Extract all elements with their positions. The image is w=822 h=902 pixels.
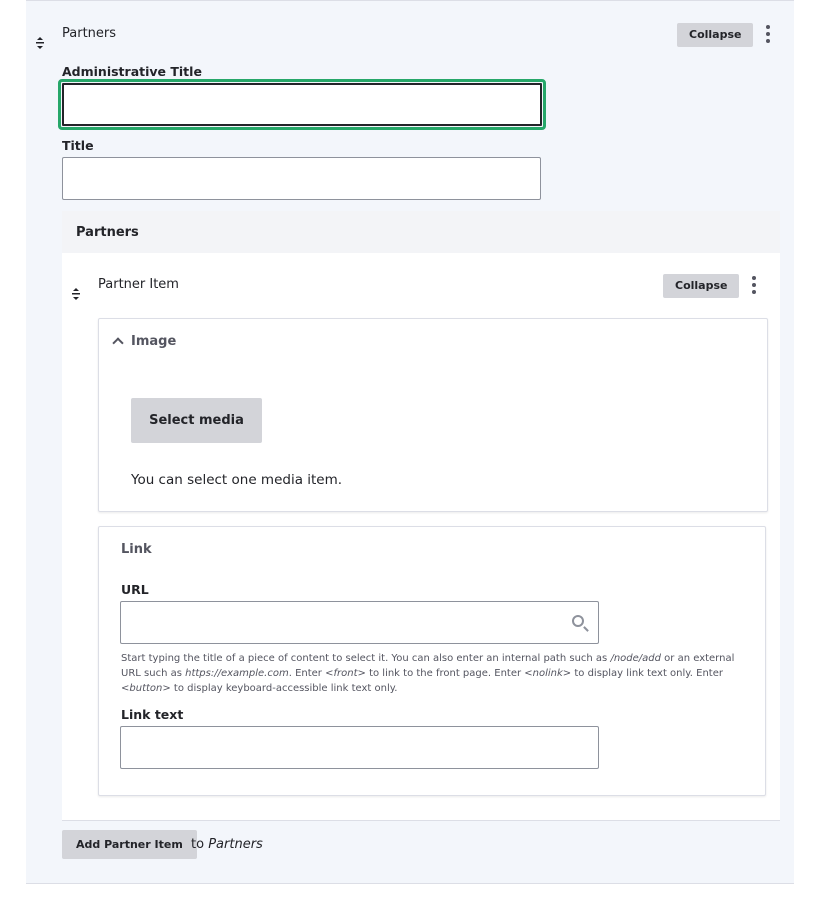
- item-kebab-menu-icon[interactable]: [751, 276, 757, 294]
- title-label: Title: [62, 138, 94, 153]
- link-fieldset: [98, 526, 766, 796]
- paragraph-label: Partners: [62, 26, 117, 41]
- partners-field-title: Partners: [76, 225, 139, 240]
- add-target-text: to Partners: [191, 837, 263, 852]
- kebab-menu-icon[interactable]: [765, 25, 771, 43]
- add-partner-item-button[interactable]: Add Partner Item: [62, 830, 197, 859]
- media-description: You can select one media item.: [131, 472, 343, 488]
- url-help-text: Start typing the title of a piece of content to select it. You can also enter an internal path such as /node/add or an external URL such as https://example.com. Enter <front> to link to the front page. Enter <nolink> to display link text only. Enter <button> to display keyboard-accessible link text only.: [121, 653, 735, 694]
- item-drag-handle-icon[interactable]: [70, 287, 82, 304]
- link-text-input[interactable]: [120, 726, 599, 769]
- drag-handle-icon[interactable]: [34, 36, 46, 53]
- url-label: URL: [121, 582, 149, 597]
- admin-title-label: Administrative Title: [62, 64, 202, 79]
- link-text-label: Link text: [121, 707, 184, 722]
- item-collapse-button[interactable]: Collapse: [663, 274, 739, 298]
- chevron-up-icon[interactable]: [112, 337, 123, 348]
- partner-item-label: Partner Item: [98, 277, 179, 292]
- image-summary[interactable]: Image: [131, 334, 177, 349]
- collapse-button[interactable]: Collapse: [677, 23, 753, 47]
- link-legend: Link: [121, 542, 152, 557]
- url-input[interactable]: [120, 601, 599, 644]
- image-details: [98, 318, 768, 512]
- title-input[interactable]: [62, 157, 541, 200]
- search-icon: [572, 615, 584, 627]
- select-media-button[interactable]: Select media: [131, 398, 262, 443]
- admin-title-input[interactable]: [62, 83, 542, 126]
- partners-field-header: [62, 211, 780, 253]
